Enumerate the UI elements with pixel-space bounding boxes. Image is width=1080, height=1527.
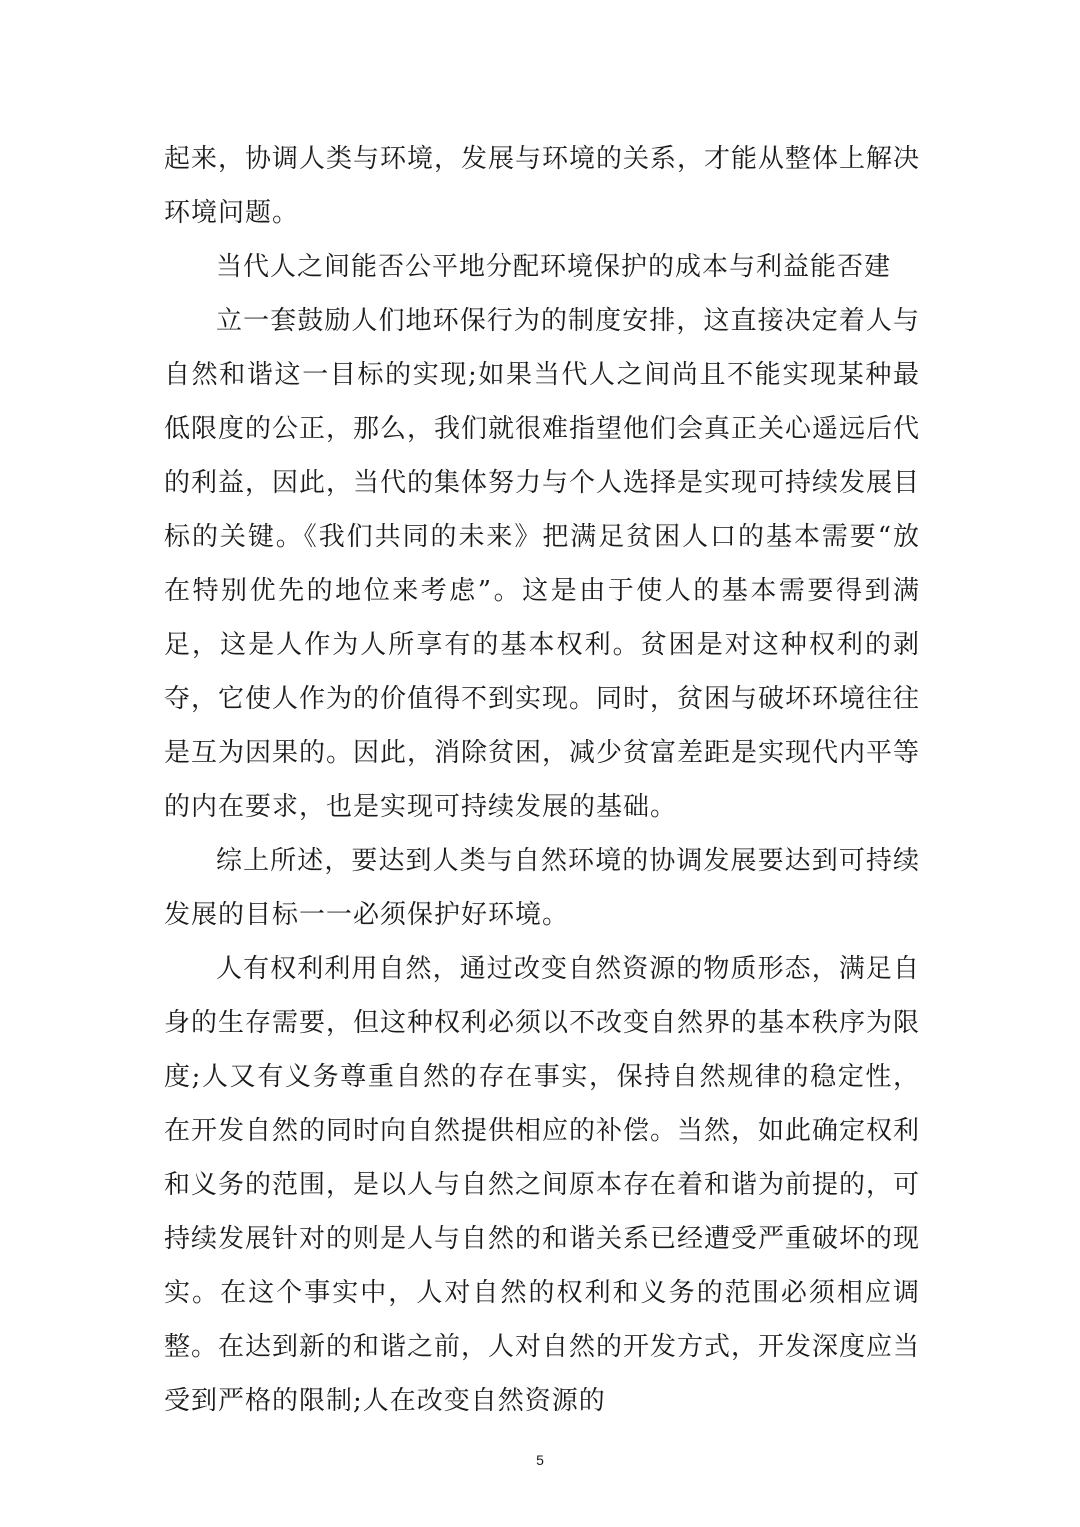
- paragraph-2: 当代人之间能否公平地分配环境保护的成本与利益能否建: [216, 252, 892, 282]
- paragraph-4: 综上所述，要达到人类与自然环境的协调发展要达到可持续发展的目标一一必须保护好环境。: [164, 846, 920, 930]
- body-text: [164, 132, 920, 1428]
- paragraph-5: 人有权利利用自然，通过改变自然资源的物质形态，满足自身的生存需要，但这种权利必须以不改变自然界的基本秩序为限度;人又有义务尊重自然的存在事实，保持自然规律的稳定性，在开发自然的同时向自然提供相应的补偿。当然，如此确定权利和义务的范围，是以人与自然之间原本存在着和谐为前提的，可持续发展针对的则是人与自然的和谐关系已经遭受严重破坏的现实。在这个事实中，人对自然的权利和义务的范围必须相应调整。在达到新的和谐之前，人对自然的开发方式，开发深度应当受到严格的限制;人在改变自然资源的: [164, 954, 921, 1416]
- paragraph-3: 立一套鼓励人们地环保行为的制度安排，这直接决定着人与自然和谐这一目标的实现;如果当代人之间尚且不能实现某种最低限度的公正，那么，我们就很难指望他们会真正关心遥远后代的利益，因此，当代的集体努力与个人选择是实现可持续发展目标的关键。《我们共同的未来》把满足贫困人口的基本需要“放在特别优先的地位来考虑”。这是由于使人的基本需要得到满足，这是人作为人所享有的基本权利。贫困是对这种权利的剥夺，它使人作为的价值得不到实现。同时，贫困与破坏环境往往是互为因果的。因此，消除贫困，减少贫富差距是实现代内平等的内在要求，也是实现可持续发展的基础。: [164, 306, 921, 822]
- page-number: 5: [536, 1452, 544, 1468]
- paragraph-1: 起来，协调人类与环境，发展与环境的关系，才能从整体上解决环境问题。: [164, 144, 921, 228]
